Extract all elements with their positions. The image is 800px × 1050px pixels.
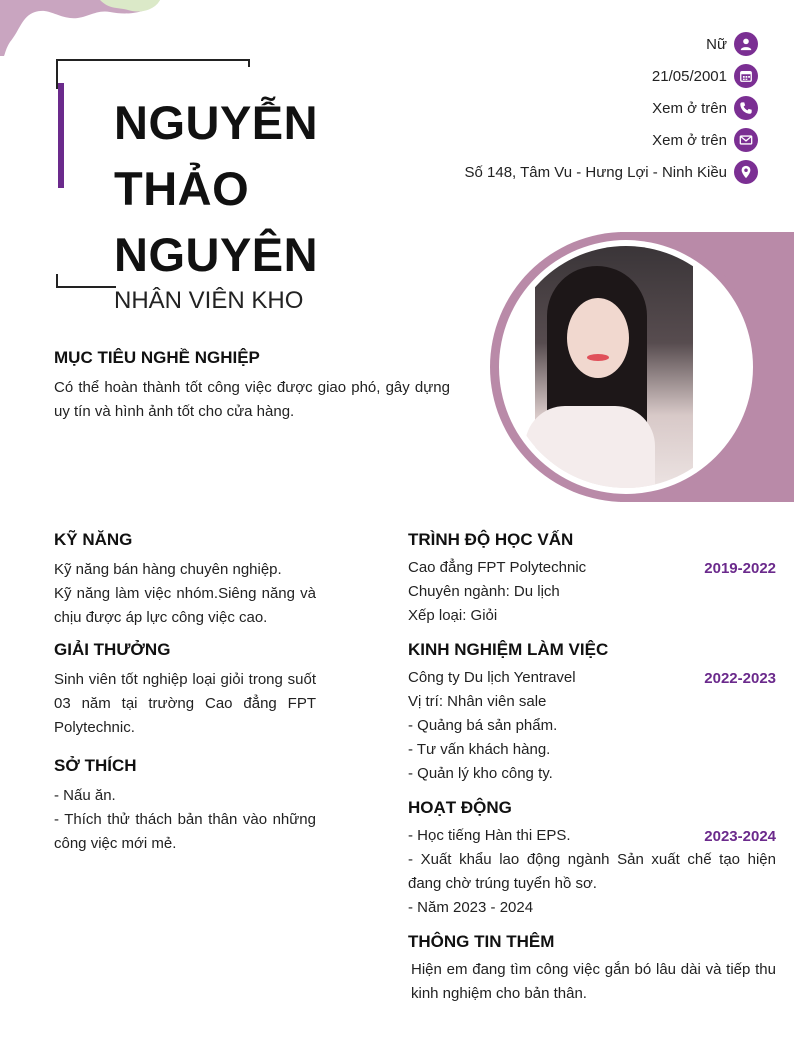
objective-text: Có thể hoàn thành tốt công việc được giao phó, gây dựng uy tín và hình ảnh tốt cho cửa hàng. [54,379,450,420]
education-section [408,530,776,628]
profile-photo [505,246,747,488]
user-icon [734,32,758,56]
awards-section [54,640,316,740]
contact-address [338,156,758,188]
hobbies-item: - Thích thử thách bản thân vào những công việc mới mẻ. [54,811,316,852]
experience-item: - Quản lý kho công ty. [408,765,553,782]
hobbies-item: - Nấu ăn. [54,787,116,804]
skills-item: Kỹ năng làm việc nhóm.Siêng năng và chịu được áp lực công việc cao. [54,585,316,626]
contact-email-text: Xem ở trên [652,131,727,149]
experience-item: - Quảng bá sản phẩm. [408,717,558,734]
activities-period: 2023-2024 [704,827,776,845]
education-grade: Xếp loại: Giỏi [408,607,498,624]
education-school: Cao đẳng FPT Polytechnic [408,559,587,576]
contact-birthdate-text: 21/05/2001 [651,67,727,85]
name-frame-tick [248,59,250,67]
contact-gender-text: Nữ [706,35,727,53]
education-major: Chuyên ngành: Du lịch [408,583,560,600]
candidate-name-line: THẢO [114,162,250,215]
photo-face [567,298,629,378]
activities-item: - Học tiếng Hàn thi EPS. [408,827,571,844]
contact-email [338,124,758,156]
activities-header-row [408,824,776,848]
experience-company: Công ty Du lịch Yentravel [408,669,576,686]
activities-item: - Xuất khẩu lao động ngành Sản xuất chế tạo hiện đang chờ trúng tuyển hồ sơ. [408,851,776,892]
phone-icon [734,96,758,120]
job-title: NHÂN VIÊN KHO [114,287,304,314]
activities-item: - Năm 2023 - 2024 [408,899,534,916]
additional-section [408,932,776,1006]
name-frame-bottom-line [56,286,116,288]
left-column [54,530,316,866]
name-frame-top-line [56,59,250,61]
corner-decoration [0,0,160,60]
activities-title: HOẠT ĐỘNG [408,798,512,817]
objective-title: MỤC TIÊU NGHỀ NGHIỆP [54,348,260,367]
calendar-icon [734,64,758,88]
objective-section [54,348,450,424]
experience-item: - Tư vấn khách hàng. [408,741,551,758]
right-column [408,530,776,1018]
education-title: TRÌNH ĐỘ HỌC VẤN [408,530,574,549]
additional-title: THÔNG TIN THÊM [408,932,555,951]
skills-section [54,530,316,630]
contact-gender [338,28,758,60]
experience-item: Vị trí: Nhân viên sale [408,693,547,710]
candidate-name-line: NGUYỄN [114,96,319,149]
contact-birthdate [338,60,758,92]
education-header-row [408,556,776,580]
contact-list [338,28,758,188]
experience-period: 2022-2023 [704,669,776,687]
skills-item: Kỹ năng bán hàng chuyên nghiệp. [54,561,282,578]
contact-address-text: Số 148, Tâm Vu - Hưng Lợi - Ninh Kiều [464,163,727,181]
mail-icon [734,128,758,152]
activities-section [408,798,776,920]
awards-title: GIẢI THƯỞNG [54,640,171,659]
candidate-name-line: NGUYÊN [114,228,319,281]
awards-text: Sinh viên tốt nghiệp loại giỏi trong suốt 03 năm tại trường Cao đẳng FPT Polytechnic. [54,671,316,736]
contact-phone-text: Xem ở trên [652,99,727,117]
hobbies-title: SỞ THÍCH [54,756,137,775]
experience-header-row [408,666,776,690]
additional-text: Hiện em đang tìm công việc gắn bó lâu dài và tiếp thu kinh nghiệm cho bản thân. [411,961,776,1002]
photo-lips [587,354,609,361]
hobbies-section [54,756,316,856]
location-pin-icon [734,160,758,184]
contact-phone [338,92,758,124]
photo-shirt [525,406,655,488]
experience-title: KINH NGHIỆM LÀM VIỆC [408,640,609,659]
name-accent-bar [58,83,64,188]
experience-section [408,640,776,786]
education-period: 2019-2022 [704,559,776,577]
skills-title: KỸ NĂNG [54,530,133,549]
